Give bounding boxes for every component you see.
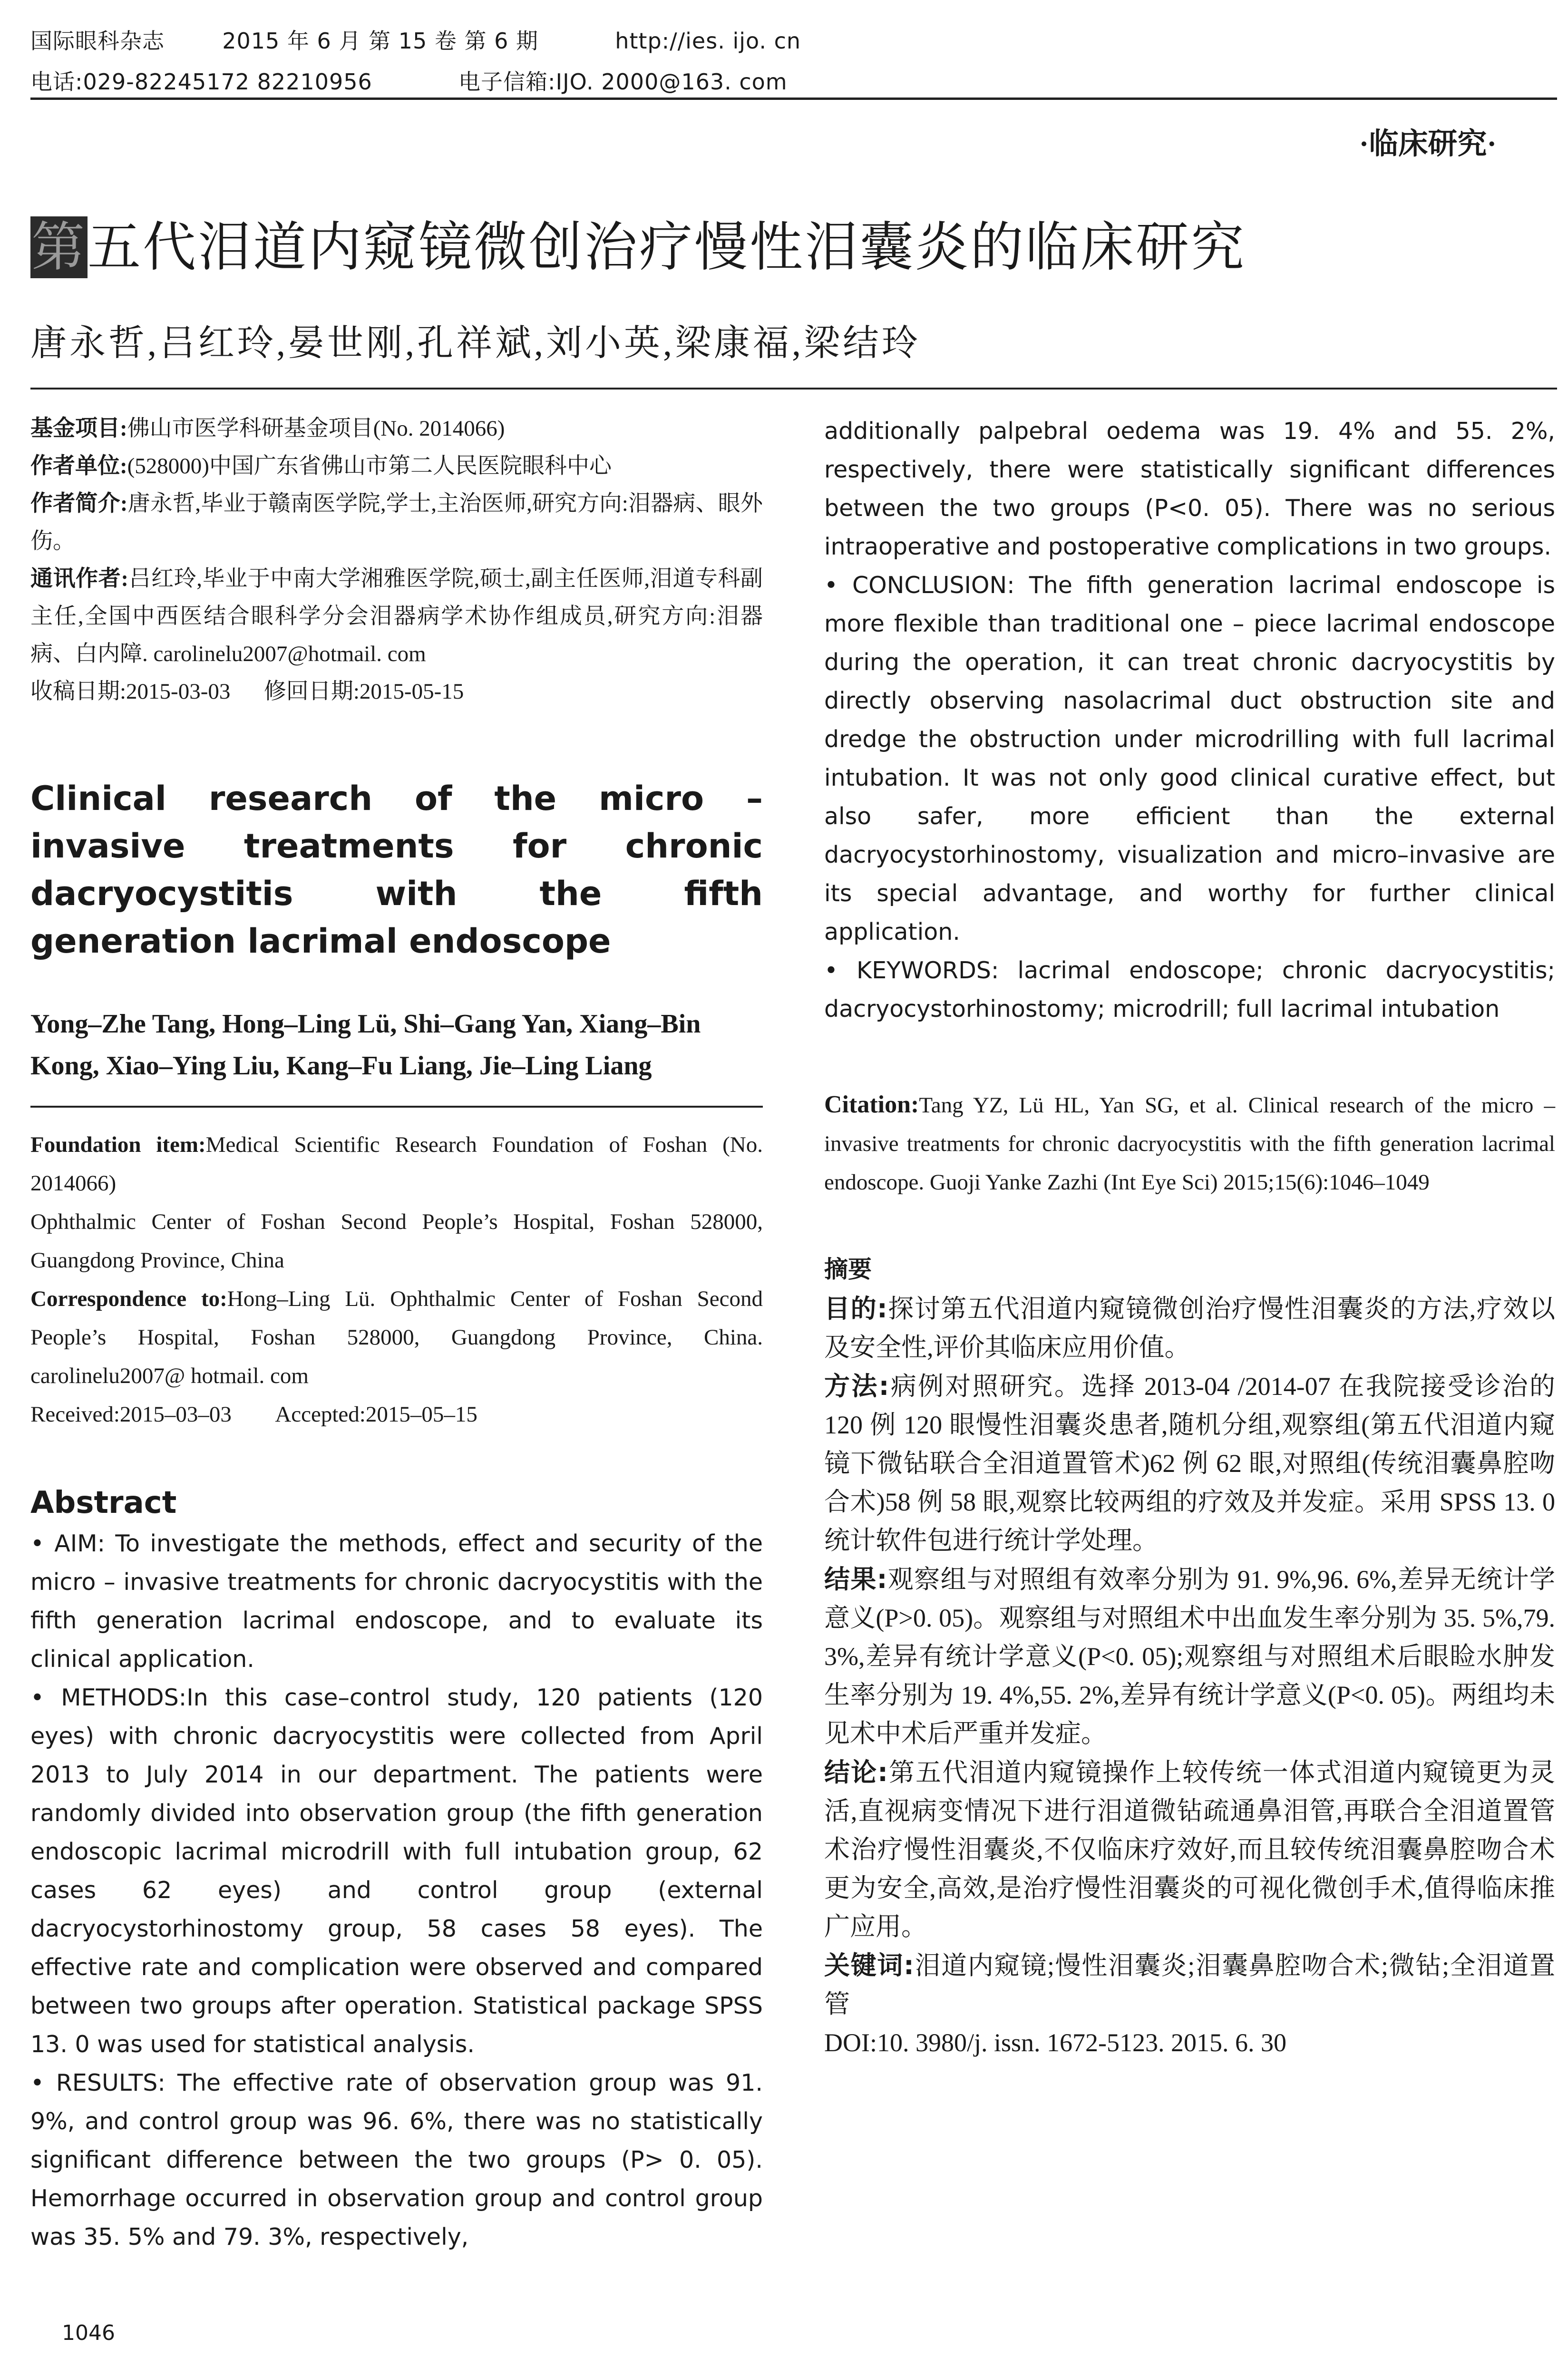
abstract-results-continued: additionally palpebral oedema was 19. 4% and 55. 2%, respectively, there were statistically significant differences between the two groups (P<0. 05). There was no serious intraoperative and postoperative complications in two groups.	[824, 418, 1555, 560]
issue-info: 2015 年 6 月 第 15 卷 第 6 期	[222, 28, 538, 54]
title-rule	[30, 388, 1557, 390]
dates-line: 收稿日期:2015-03-03 修回日期:2015-05-15	[30, 679, 464, 704]
journal-phone: 电话:029-82245172 82210956	[30, 69, 372, 95]
section-tag: ·临床研究·	[1359, 128, 1497, 160]
bio-line: 作者简介:唐永哲,毕业于赣南医学院,学士,主治医师,研究方向:泪器病、眼外伤。	[30, 491, 763, 554]
abstract-methods: • METHODS:In this case–control study, 120 patients (120 eyes) with chronic dacryocystitis were collected from April 2013 to July 2014 in our department. The patients were randomly divided into observation group (the fifth generation endoscopic lacrimal microdrill with full intubation group, 62 cases 62 eyes) and control group (external dacryocystorhinostomy group, 58 cases 58 eyes). The effective rate and complication were observed and compared between two groups after operation. Statistical package SPSS 13. 0 was used for statistical analysis.	[30, 1684, 763, 2058]
english-title: Clinical research of the micro – invasive treatments for chronic dacryocystitis with the fifth generation lacrimal endoscope	[30, 779, 763, 961]
header-rule	[30, 97, 1557, 100]
left-column	[30, 410, 763, 2256]
journal-header-line1	[30, 24, 801, 55]
english-authors: Yong–Zhe Tang, Hong–Ling Lü, Shi–Gang Yan, Xiang–Bin Kong, Xiao–Ying Liu, Kang–Fu Liang, Jie–Ling Liang	[30, 1009, 701, 1081]
title-first-char: 第	[31, 216, 87, 278]
foundation-item: Foundation item:Medical Scientific Research Foundation of Foshan (No. 2014066)	[30, 1132, 763, 1196]
unit-line: 作者单位:(528000)中国广东省佛山市第二人民医院眼科中心	[30, 454, 612, 478]
authors-cn: 唐永哲,吕红玲,晏世刚,孔祥斌,刘小英,梁康福,梁结玲	[30, 323, 921, 363]
abstract-results: • RESULTS: The effective rate of observation group was 91. 9%, and control group was 96. 6%, there was no statistically significant difference between the two groups (P> 0. 05). Hemorrhage occurred in observation group and control group was 35. 5% and 79. 3%, respectively,	[30, 2069, 763, 2250]
abstract-conclusion: • CONCLUSION: The fifth generation lacrimal endoscope is more flexible than traditional one – piece lacrimal endoscope during the operation, it can treat chronic dacryocystitis by directly observing nasolacrimal duct obstruction site and dredge the obstruction under microdrilling with full lacrimal intubation. It was not only good clinical curative effect, but also safer, more efficient than the external dacryocystorhinostomy, visualization and micro–invasive are its special advantage, and worthy for further clinical application.	[824, 572, 1556, 945]
journal-header-line2	[30, 65, 788, 96]
abstract-heading: Abstract	[30, 1485, 177, 1520]
cn-conclusion: 结论:第五代泪道内窥镜操作上较传统一体式泪道内窥镜更为灵活,直视病变情况下进行泪道微钻疏通鼻泪管,再联合全泪道置管术治疗慢性泪囊炎,不仅临床疗效好,而且较传统泪囊鼻腔吻合术更为安全,高效,是治疗慢性泪囊炎的可视化微创手术,值得临床推广应用。	[824, 1757, 1555, 1941]
page-number: 1046	[62, 2321, 115, 2345]
doi: DOI:10. 3980/j. issn. 1672-5123. 2015. 6. 30	[824, 2028, 1286, 2057]
cn-abstract-heading: 摘要	[824, 1256, 872, 1283]
abstract-aim: • AIM: To investigate the methods, effect and security of the micro – invasive treatments for chronic dacryocystitis with the fifth generation lacrimal endoscope, and to evaluate its clinical application.	[30, 1530, 763, 1673]
foundation-block	[30, 1126, 763, 1434]
cn-results: 结果:观察组与对照组有效率分别为 91. 9%,96. 6%,差异无统计学意义(P>0. 05)。观察组与对照组术中出血发生率分别为 35. 5%,79. 3%,差异有统计学意义(P<0. 05);观察组与对照组术后眼睑水肿发生率分别为 19. 4%,55. 2%,差异有统计学意义(P<0. 05)。两组均未见术中术后严重并发症。	[824, 1564, 1555, 1748]
fund-line: 基金项目:佛山市医学科研基金项目(No. 2014066)	[30, 416, 505, 441]
affiliation: Ophthalmic Center of Foshan Second People’s Hospital, Foshan 528000, Guangdong Province, China	[30, 1209, 763, 1273]
cn-aim: 目的:探讨第五代泪道内窥镜微创治疗慢性泪囊炎的方法,疗效以及安全性,评价其临床应用价值。	[824, 1294, 1555, 1362]
right-column	[824, 412, 1555, 2062]
title-rest: 五代泪道内窥镜微创治疗慢性泪囊炎的临床研究	[88, 216, 1246, 278]
corr-line: 通讯作者:吕红玲,毕业于中南大学湘雅医学院,硕士,副主任医师,泪道专科副主任,全国中西医结合眼科学分会泪器病学术协作组成员,研究方向:泪器病、白内障. carolinelu2007@hotmail. com	[30, 566, 763, 666]
journal-website: http://ies. ijo. cn	[615, 28, 801, 54]
cn-keywords: 关键词:泪道内窥镜;慢性泪囊炎;泪囊鼻腔吻合术;微钻;全泪道置管	[824, 1950, 1555, 2018]
abstract-keywords: • KEYWORDS: lacrimal endoscope; chronic dacryocystitis; dacryocystorhinostomy; microdrill; full lacrimal intubation	[824, 957, 1555, 1023]
meta-cn	[30, 410, 763, 711]
foundation-rule	[30, 1087, 763, 1108]
correspondence: Correspondence to:Hong–Ling Lü. Ophthalmic Center of Foshan Second People’s Hospital, Foshan 528000, Guangdong Province, China. carolinelu2007@ hotmail. com	[30, 1286, 763, 1388]
journal-name: 国际眼科杂志	[30, 28, 165, 54]
citation: Citation:Tang YZ, Lü HL, Yan SG, et al. Clinical research of the micro – invasive treatments for chronic dacryocystitis with the fifth generation lacrimal endoscope. Guoji Yanke Zazhi (Int Eye Sci) 2015;15(6):1046–1049	[824, 1091, 1555, 1195]
received-accepted: Received:2015–03–03 Accepted:2015–05–15	[30, 1402, 477, 1427]
journal-email: 电子信箱:IJO. 2000@163. com	[458, 69, 788, 95]
article-title	[30, 205, 1246, 281]
cn-methods: 方法:病例对照研究。选择 2013-04 /2014-07 在我院接受诊治的 120 例 120 眼慢性泪囊炎患者,随机分组,观察组(第五代泪道内窥镜下微钻联合全泪道置管术)62 例 62 眼,对照组(传统泪囊鼻腔吻合术)58 例 58 眼,观察比较两组的疗效及并发症。采用 SPSS 13. 0 统计软件包进行统计学处理。	[824, 1371, 1555, 1555]
